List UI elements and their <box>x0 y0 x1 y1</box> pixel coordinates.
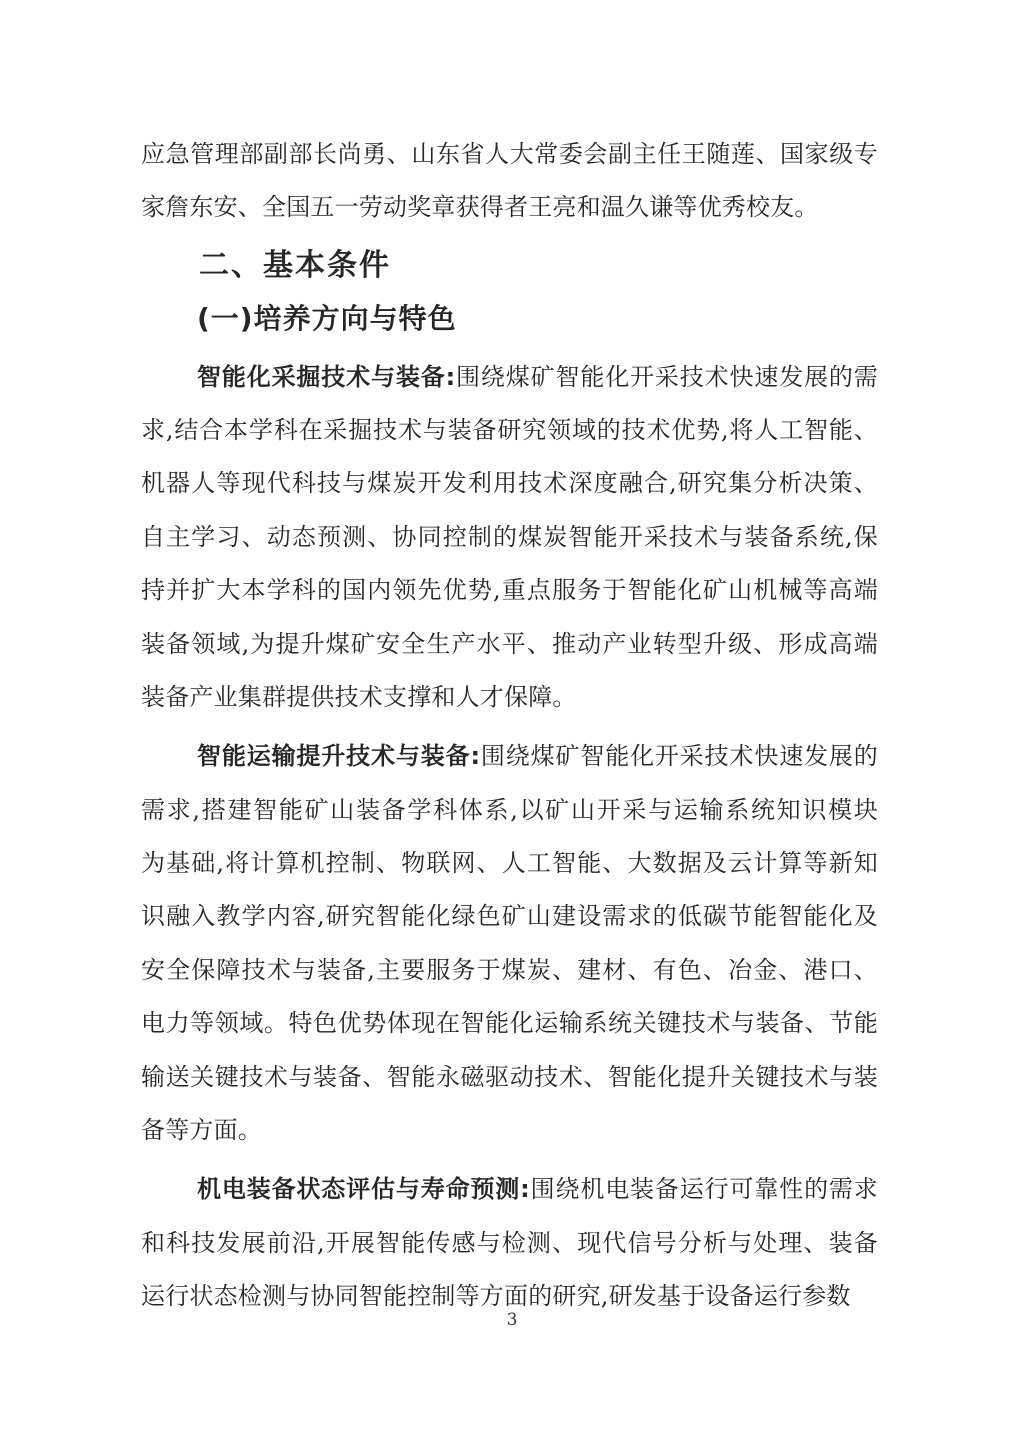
text-line: 安全保障技术与装备,主要服务于煤炭、建材、有色、冶金、港口、 <box>141 955 878 984</box>
text-line: 机器人等现代科技与煤炭开发利用技术深度融合,研究集分析决策、 <box>141 469 878 498</box>
paragraph-lead: 智能运输提升技术与装备: <box>197 742 481 771</box>
body-paragraph <box>141 1163 878 1323</box>
text-line: 智能运输提升技术与装备:围绕煤矿智能化开采技术快速发展的 <box>197 742 878 771</box>
text-line: 机电装备状态评估与寿命预测:围绕机电装备运行可靠性的需求 <box>197 1175 878 1204</box>
text-line: 和科技发展前沿,开展智能传感与检测、现代信号分析与处理、装备 <box>141 1228 878 1257</box>
paragraph-lead: 智能化采掘技术与装备: <box>197 362 456 391</box>
page-number: 3 <box>506 1310 518 1330</box>
section-heading: 二、基本条件 <box>199 247 391 283</box>
text-line: 装备产业集群提供技术支撑和人才保障。 <box>141 682 577 711</box>
text-line: 电力等领域。特色优势体现在智能化运输系统关键技术与装备、节能 <box>141 1009 878 1038</box>
text-line: 应急管理部副部长尚勇、山东省人大常委会副主任王随莲、国家级专 <box>141 140 878 168</box>
text-line: 智能化采掘技术与装备:围绕煤矿智能化开采技术快速发展的需 <box>197 362 878 391</box>
text-line: 持并扩大本学科的国内领先优势,重点服务于智能化矿山机械等高端 <box>141 576 878 605</box>
text-line: 备等方面。 <box>141 1116 262 1145</box>
text-line: 需求,搭建智能矿山装备学科体系,以矿山开采与运输系统知识模块 <box>141 795 878 824</box>
body-paragraph <box>141 351 878 725</box>
text-line: 求,结合本学科在采掘技术与装备研究领域的技术优势,将人工智能、 <box>141 415 878 444</box>
subsection-heading: (一)培养方向与特色 <box>197 302 457 336</box>
body-paragraph <box>141 730 878 1157</box>
text-line: 输送关键技术与装备、智能永磁驱动技术、智能化提升关键技术与装 <box>141 1062 878 1091</box>
text-line: 自主学习、动态预测、协同控制的煤炭智能开采技术与装备系统,保 <box>141 522 878 551</box>
text-line: 为基础,将计算机控制、物联网、人工智能、大数据及云计算等新知 <box>141 849 878 878</box>
text-line: 家詹东安、全国五一劳动奖章获得者王亮和温久谦等优秀校友。 <box>141 193 819 222</box>
text-line: 装备领域,为提升煤矿安全生产水平、推动产业转型升级、形成高端 <box>141 629 878 658</box>
text-line: 识融入教学内容,研究智能化绿色矿山建设需求的低碳节能智能化及 <box>141 902 878 931</box>
intro-paragraph <box>141 128 878 235</box>
page-content <box>141 128 878 1324</box>
text-line: 运行状态检测与协同智能控制等方面的研究,研发基于设备运行参数 <box>141 1282 851 1311</box>
paragraph-lead: 机电装备状态评估与寿命预测: <box>197 1175 530 1204</box>
